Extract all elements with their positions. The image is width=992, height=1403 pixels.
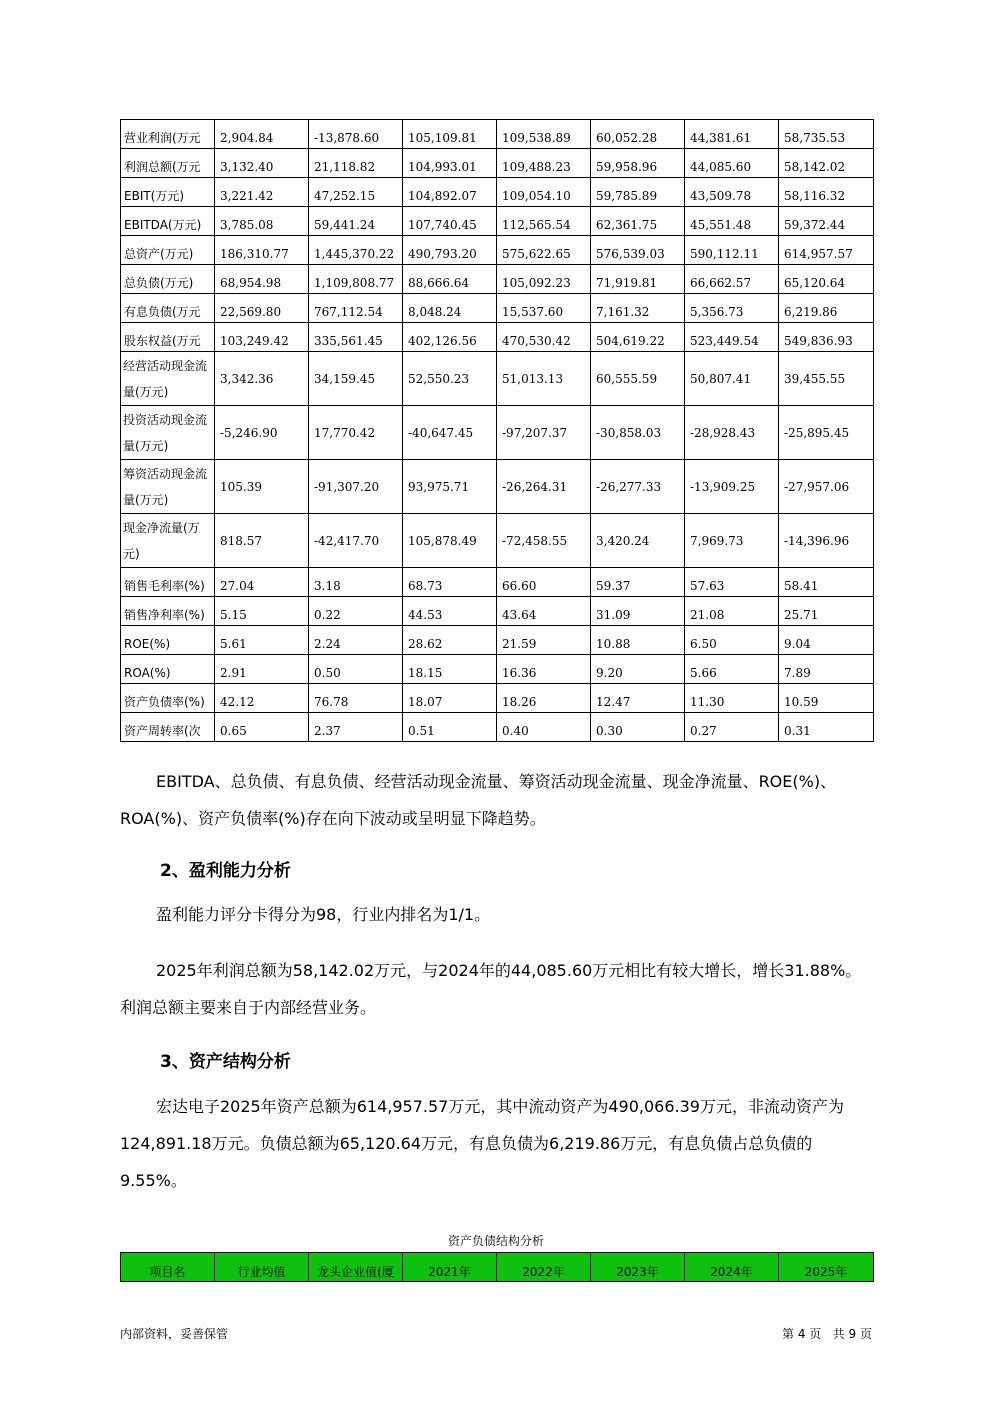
header-cell: 2023年: [591, 1253, 685, 1282]
table-cell: -42,417.70: [309, 514, 403, 568]
table-cell: 7.89: [779, 655, 874, 684]
table-cell: 9.04: [779, 626, 874, 655]
table-row: [121, 684, 874, 713]
table-row: [121, 120, 874, 149]
table-cell: 34,159.45: [309, 352, 403, 406]
table-cell: -28,928.43: [685, 406, 779, 460]
table-row: [121, 406, 874, 460]
table-cell: 44,381.61: [685, 120, 779, 149]
table-cell: 1,445,370.22: [309, 236, 403, 265]
table-cell: 68,954.98: [215, 265, 309, 294]
table-cell: 523,449.54: [685, 323, 779, 352]
table-cell: 112,565.54: [497, 207, 591, 236]
row-label: 销售毛利率(%): [121, 568, 215, 597]
table-cell: 614,957.57: [779, 236, 874, 265]
row-label: 营业利润(万元: [121, 120, 215, 149]
table-cell: 186,310.77: [215, 236, 309, 265]
table-cell: -72,458.55: [497, 514, 591, 568]
table-row: [121, 460, 874, 514]
table-cell: 103,249.42: [215, 323, 309, 352]
table-row: [121, 352, 874, 406]
table-cell: 2.91: [215, 655, 309, 684]
row-label: 有息负债(万元: [121, 294, 215, 323]
header-cell: 2025年: [779, 1253, 874, 1282]
table-cell: 68.73: [403, 568, 497, 597]
table-cell: 21,118.82: [309, 149, 403, 178]
table-cell: 60,555.59: [591, 352, 685, 406]
header-cell: 2022年: [497, 1253, 591, 1282]
table-cell: 470,530.42: [497, 323, 591, 352]
footer-confidential: 内部资料，妥善保管: [120, 1327, 229, 1341]
table-cell: 576,539.03: [591, 236, 685, 265]
table-cell: 549,836.93: [779, 323, 874, 352]
table-row: [121, 514, 874, 568]
table-cell: 767,112.54: [309, 294, 403, 323]
header-cell: 项目名: [121, 1253, 215, 1282]
table-cell: 88,666.64: [403, 265, 497, 294]
table-cell: 5.66: [685, 655, 779, 684]
table-cell: -13,878.60: [309, 120, 403, 149]
table-cell: 6.50: [685, 626, 779, 655]
table-cell: -30,858.03: [591, 406, 685, 460]
trend-text: EBITDA、总负债、有息负债、经营活动现金流量、筹资活动现金流量、现金净流量、ROE(%)、ROA(%)、资产负债率(%)存在向下波动或呈明显下降趋势。: [120, 772, 837, 828]
row-label: EBIT(万元): [121, 178, 215, 207]
table-cell: 104,993.01: [403, 149, 497, 178]
table-cell: 39,455.55: [779, 352, 874, 406]
table-cell: 58,735.53: [779, 120, 874, 149]
header-cell: 龙头企业值(厦: [309, 1253, 403, 1282]
table-cell: 45,551.48: [685, 207, 779, 236]
table-row: [121, 713, 874, 742]
table-cell: -91,307.20: [309, 460, 403, 514]
table-cell: 105,878.49: [403, 514, 497, 568]
table-cell: 93,975.71: [403, 460, 497, 514]
table-cell: 47,252.15: [309, 178, 403, 207]
table-cell: 43,509.78: [685, 178, 779, 207]
table-cell: 335,561.45: [309, 323, 403, 352]
table-cell: 10.88: [591, 626, 685, 655]
table-cell: 0.50: [309, 655, 403, 684]
table-cell: 59,785.89: [591, 178, 685, 207]
row-label: ROA(%): [121, 655, 215, 684]
table-cell: 15,537.60: [497, 294, 591, 323]
table-row: [121, 207, 874, 236]
table-cell: 22,569.80: [215, 294, 309, 323]
table-cell: 59.37: [591, 568, 685, 597]
table-row: [121, 149, 874, 178]
table-cell: 25.71: [779, 597, 874, 626]
row-label: EBITDA(万元): [121, 207, 215, 236]
table-cell: -97,207.37: [497, 406, 591, 460]
table-row: [121, 265, 874, 294]
table-cell: 57.63: [685, 568, 779, 597]
table-row: [121, 178, 874, 207]
table-cell: 6,219.86: [779, 294, 874, 323]
section3-text-1: 宏达电子2025年资产总额为614,957.57万元，其中流动资产为490,066.39万元，非流动资产为124,891.18万元。负债总额为65,120.64万元，有息负债为6,219.86万元，有息负债占总负债的9.55%。: [120, 1097, 844, 1190]
header-cell: 行业均值: [215, 1253, 309, 1282]
table-row: [121, 294, 874, 323]
table-cell: 0.30: [591, 713, 685, 742]
table-cell: 76.78: [309, 684, 403, 713]
table-cell: 402,126.56: [403, 323, 497, 352]
table-cell: 51,013.13: [497, 352, 591, 406]
table-cell: 59,372.44: [779, 207, 874, 236]
table-cell: 52,550.23: [403, 352, 497, 406]
table-cell: 5.15: [215, 597, 309, 626]
table-cell: 18.26: [497, 684, 591, 713]
table-cell: 58.41: [779, 568, 874, 597]
table-cell: -40,647.45: [403, 406, 497, 460]
row-label: 投资活动现金流量(万元): [121, 406, 215, 460]
table-cell: 60,052.28: [591, 120, 685, 149]
table-cell: 16.36: [497, 655, 591, 684]
table-cell: 3,342.36: [215, 352, 309, 406]
table-cell: 18.15: [403, 655, 497, 684]
table-cell: 2.24: [309, 626, 403, 655]
row-label: 股东权益(万元: [121, 323, 215, 352]
table-cell: -27,957.06: [779, 460, 874, 514]
table-cell: 7,161.32: [591, 294, 685, 323]
table-cell: 105,109.81: [403, 120, 497, 149]
table-cell: 65,120.64: [779, 265, 874, 294]
table-row: [121, 626, 874, 655]
table-cell: -13,909.25: [685, 460, 779, 514]
table-cell: 107,740.45: [403, 207, 497, 236]
table-cell: -25,895.45: [779, 406, 874, 460]
table-cell: 590,112.11: [685, 236, 779, 265]
table-cell: 109,488.23: [497, 149, 591, 178]
row-label: 资产负债率(%): [121, 684, 215, 713]
table-cell: 58,116.32: [779, 178, 874, 207]
section2-heading: 2、盈利能力分析: [160, 861, 291, 881]
table-cell: 575,622.65: [497, 236, 591, 265]
table-cell: 11.30: [685, 684, 779, 713]
table-cell: -26,277.33: [591, 460, 685, 514]
asset-liability-structure-table: [120, 1252, 874, 1282]
section2-text-1: 盈利能力评分卡得分为98，行业内排名为1/1。: [156, 905, 491, 924]
table-cell: 109,538.89: [497, 120, 591, 149]
table-cell: 66,662.57: [685, 265, 779, 294]
table-cell: 21.08: [685, 597, 779, 626]
row-label: 筹资活动现金流量(万元): [121, 460, 215, 514]
table-cell: 8,048.24: [403, 294, 497, 323]
row-label: 总负债(万元): [121, 265, 215, 294]
table-cell: 5.61: [215, 626, 309, 655]
footer-page-number: 第 4 页 共 9 页: [782, 1327, 872, 1341]
table-cell: 21.59: [497, 626, 591, 655]
table-row: [121, 323, 874, 352]
table-cell: 50,807.41: [685, 352, 779, 406]
table-cell: 0.65: [215, 713, 309, 742]
table-cell: 3,132.40: [215, 149, 309, 178]
table-cell: 2.37: [309, 713, 403, 742]
table-row: [121, 568, 874, 597]
table-cell: 31.09: [591, 597, 685, 626]
table-cell: 3,785.08: [215, 207, 309, 236]
table-cell: 27.04: [215, 568, 309, 597]
header-cell: 2024年: [685, 1253, 779, 1282]
section2-paragraph-2: [120, 952, 872, 1026]
table-cell: 0.31: [779, 713, 874, 742]
table-row: [121, 655, 874, 684]
section3-heading: 3、资产结构分析: [160, 1052, 291, 1072]
table-row: [121, 236, 874, 265]
table-cell: 59,441.24: [309, 207, 403, 236]
table-cell: 3,420.24: [591, 514, 685, 568]
structure-table-caption: 资产负债结构分析: [447, 1234, 544, 1248]
table-cell: 62,361.75: [591, 207, 685, 236]
table-cell: 2,904.84: [215, 120, 309, 149]
table-cell: 105,092.23: [497, 265, 591, 294]
table-cell: 0.51: [403, 713, 497, 742]
table-cell: -5,246.90: [215, 406, 309, 460]
table-cell: 0.22: [309, 597, 403, 626]
table-cell: 28.62: [403, 626, 497, 655]
table-cell: 0.40: [497, 713, 591, 742]
table-cell: 43.64: [497, 597, 591, 626]
financial-metrics-table: [120, 119, 874, 742]
table-cell: 42.12: [215, 684, 309, 713]
table-cell: 105.39: [215, 460, 309, 514]
header-cell: 2021年: [403, 1253, 497, 1282]
table-cell: 3,221.42: [215, 178, 309, 207]
table-cell: 17,770.42: [309, 406, 403, 460]
table-cell: 58,142.02: [779, 149, 874, 178]
row-label: 现金净流量(万元): [121, 514, 215, 568]
table-cell: 18.07: [403, 684, 497, 713]
table-cell: 818.57: [215, 514, 309, 568]
table-cell: 12.47: [591, 684, 685, 713]
structure-table-header-row: [121, 1253, 874, 1282]
table-cell: 59,958.96: [591, 149, 685, 178]
row-label: 销售净利率(%): [121, 597, 215, 626]
table-cell: 10.59: [779, 684, 874, 713]
row-label: 经营活动现金流量(万元): [121, 352, 215, 406]
row-label: 资产周转率(次: [121, 713, 215, 742]
table-cell: 3.18: [309, 568, 403, 597]
table-cell: -14,396.96: [779, 514, 874, 568]
row-label: 总资产(万元): [121, 236, 215, 265]
trend-paragraph: [120, 763, 872, 837]
section3-paragraph-1: [120, 1088, 872, 1199]
table-cell: 71,919.81: [591, 265, 685, 294]
table-cell: 109,054.10: [497, 178, 591, 207]
table-cell: 504,619.22: [591, 323, 685, 352]
table-cell: 1,109,808.77: [309, 265, 403, 294]
table-cell: 66.60: [497, 568, 591, 597]
table-cell: 104,892.07: [403, 178, 497, 207]
row-label: ROE(%): [121, 626, 215, 655]
table-cell: 44,085.60: [685, 149, 779, 178]
section2-text-2: 2025年利润总额为58,142.02万元，与2024年的44,085.60万元相比有较大增长，增长31.88%。利润总额主要来自于内部经营业务。: [120, 961, 862, 1017]
table-cell: 7,969.73: [685, 514, 779, 568]
table-cell: -26,264.31: [497, 460, 591, 514]
table-cell: 44.53: [403, 597, 497, 626]
table-cell: 0.27: [685, 713, 779, 742]
row-label: 利润总额(万元: [121, 149, 215, 178]
table-cell: 9.20: [591, 655, 685, 684]
table-cell: 5,356.73: [685, 294, 779, 323]
section2-paragraph-1: [120, 896, 872, 933]
table-row: [121, 597, 874, 626]
table-cell: 490,793.20: [403, 236, 497, 265]
